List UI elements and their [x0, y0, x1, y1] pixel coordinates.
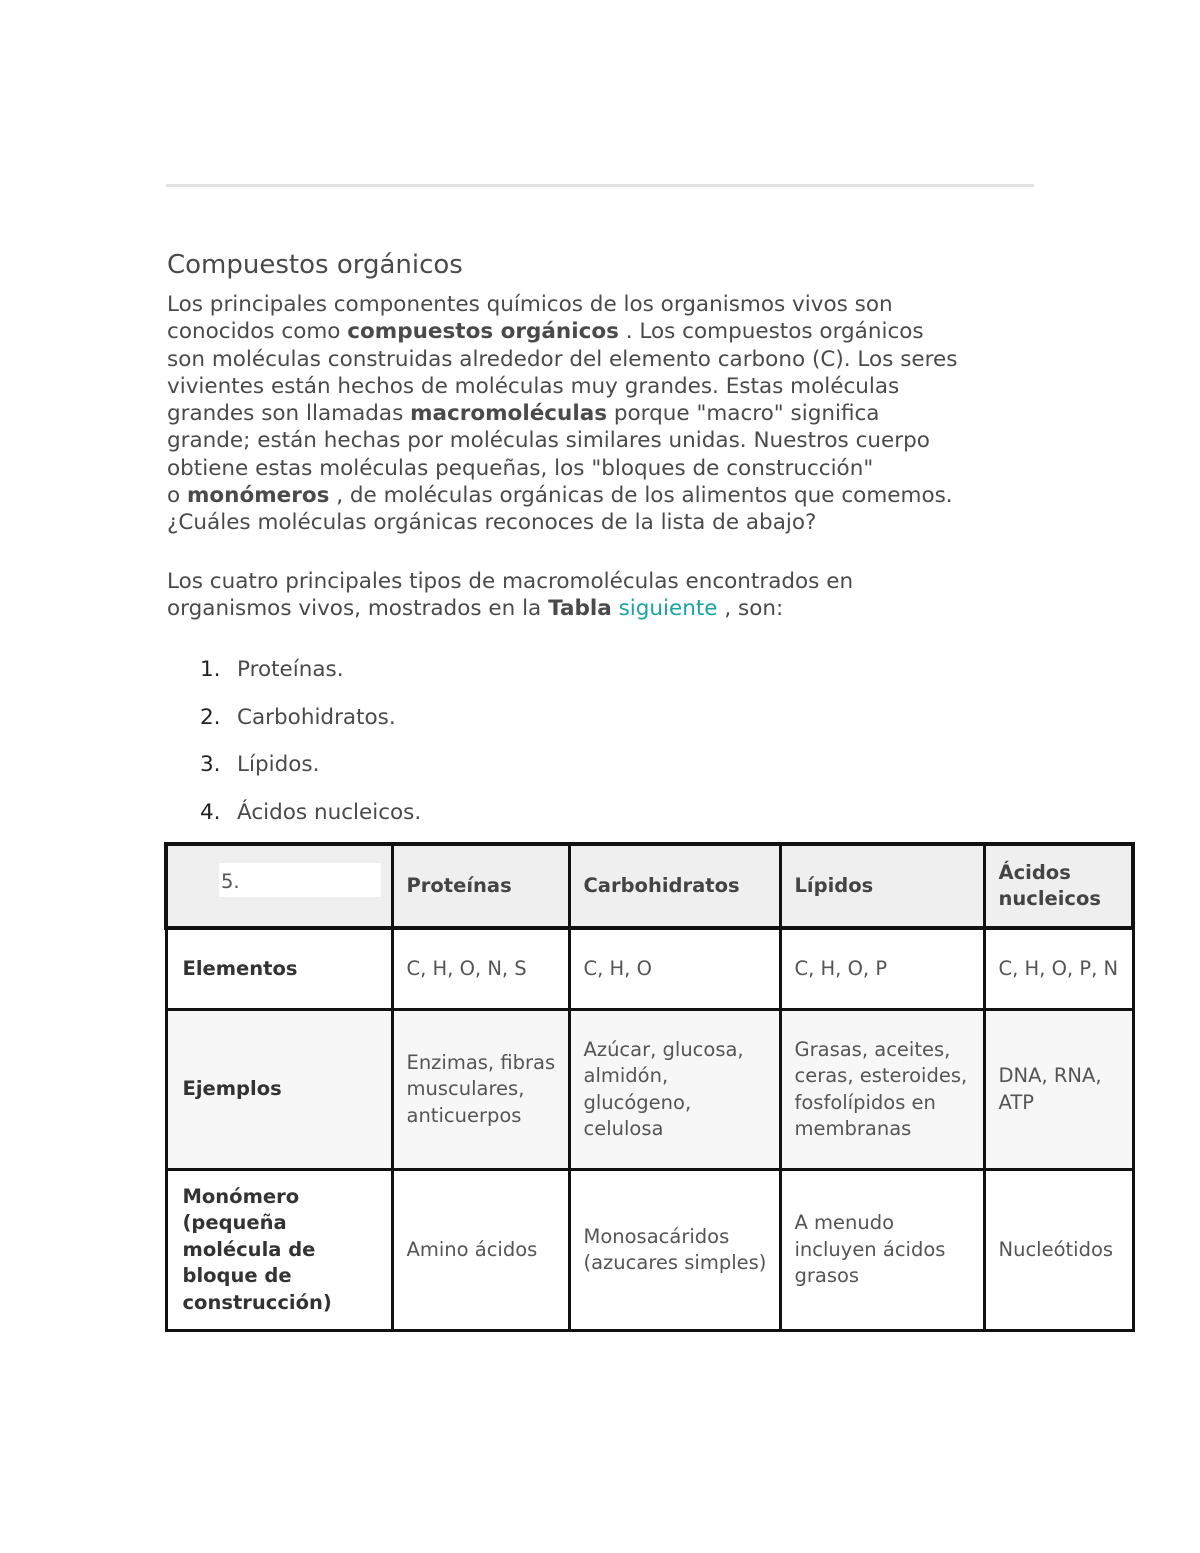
intro-line: grande; están hechas por moléculas similares unidas. Nuestros cuerpo — [167, 428, 930, 454]
table-cell: C, H, O, P, N — [984, 928, 1133, 1010]
macromolecule-list — [200, 655, 421, 845]
types-line: Los cuatro principales tipos de macromoléculas encontrados en — [167, 569, 854, 594]
table-row — [166, 928, 1133, 1010]
table-cell: Azúcar, glucosa, almidón, glucógeno, celulosa — [569, 1010, 780, 1170]
list-number: 3. — [200, 752, 221, 777]
table-cell: C, H, O — [569, 928, 780, 1010]
term-tabla: Tabla — [548, 596, 612, 622]
intro-paragraph — [167, 291, 957, 537]
intro-line: ¿Cuáles moléculas orgánicas reconoces de la lista de abajo? — [167, 510, 817, 536]
table-corner-cell — [166, 844, 392, 928]
table-cell: Enzimas, fibras musculares, anticuerpos — [392, 1010, 569, 1170]
table-header-cell: Proteínas — [392, 844, 569, 928]
intro-line: Los principales componentes químicos de los organismos vivos son — [167, 292, 893, 317]
table-header-cell: Carbohidratos — [569, 844, 780, 928]
intro-line: . Los compuestos orgánicos — [618, 319, 924, 345]
intro-line: conocidos como — [167, 319, 348, 345]
list-item-text: Ácidos nucleicos. — [237, 799, 422, 825]
list-item — [200, 750, 421, 798]
table-header-cell: Ácidos nucleicos — [984, 844, 1133, 928]
corner-label: 5. — [219, 863, 381, 897]
table-row-label: Monómero (pequeña molécula de bloque de construcción) — [166, 1170, 392, 1331]
list-item-text: Carbohidratos. — [237, 704, 396, 730]
list-item — [200, 798, 421, 846]
table-row-label: Ejemplos — [166, 1010, 392, 1170]
list-number: 2. — [200, 704, 221, 730]
list-item — [200, 655, 421, 703]
table-cell: C, H, O, P — [780, 928, 984, 1010]
table-header-row — [166, 844, 1133, 928]
table-row-label: Elementos — [166, 928, 392, 1010]
term-macromoleculas: macromoléculas — [410, 401, 608, 427]
list-item-text: Lípidos. — [237, 752, 320, 777]
types-line: organismos vivos, mostrados en la — [167, 596, 549, 622]
macromolecules-table — [164, 842, 1135, 1332]
intro-line: son moléculas construidas alrededor del elemento carbono (C). Los seres — [167, 346, 958, 372]
table-cell: Monosacáridos (azucares simples) — [569, 1170, 780, 1331]
types-paragraph — [167, 568, 853, 623]
term-monomeros: monómeros — [187, 483, 330, 509]
table-header-cell: Lípidos — [780, 844, 984, 928]
list-number: 1. — [200, 657, 221, 682]
table-cell: Amino ácidos — [392, 1170, 569, 1331]
table-cell: DNA, RNA, ATP — [984, 1010, 1133, 1170]
table-cell: C, H, O, N, S — [392, 928, 569, 1010]
types-line: , son: — [717, 596, 784, 622]
siguiente-link[interactable]: siguiente — [618, 596, 718, 622]
intro-line: porque "macro" significa — [607, 401, 880, 427]
table-cell: Nucleótidos — [984, 1170, 1133, 1331]
table-cell: Grasas, aceites, ceras, esteroides, fosfolípidos en membranas — [780, 1010, 984, 1170]
list-item-text: Proteínas. — [237, 657, 344, 682]
intro-line: , de moléculas orgánicas de los alimentos que comemos. — [329, 483, 953, 509]
term-compuestos-organicos: compuestos orgánicos — [347, 319, 619, 345]
intro-line: o — [167, 483, 187, 509]
horizontal-divider — [166, 184, 1034, 187]
intro-line: obtiene estas moléculas pequeñas, los "bloques de construcción" — [167, 455, 874, 481]
intro-line: vivientes están hechos de moléculas muy grandes. Estas moléculas — [167, 373, 900, 399]
list-item — [200, 703, 421, 751]
page-title: Compuestos orgánicos — [167, 250, 463, 280]
intro-line: grandes son llamadas — [167, 401, 411, 427]
list-number: 4. — [200, 799, 221, 825]
table-row — [166, 1010, 1133, 1170]
table-cell: A menudo incluyen ácidos grasos — [780, 1170, 984, 1331]
table-row — [166, 1170, 1133, 1331]
